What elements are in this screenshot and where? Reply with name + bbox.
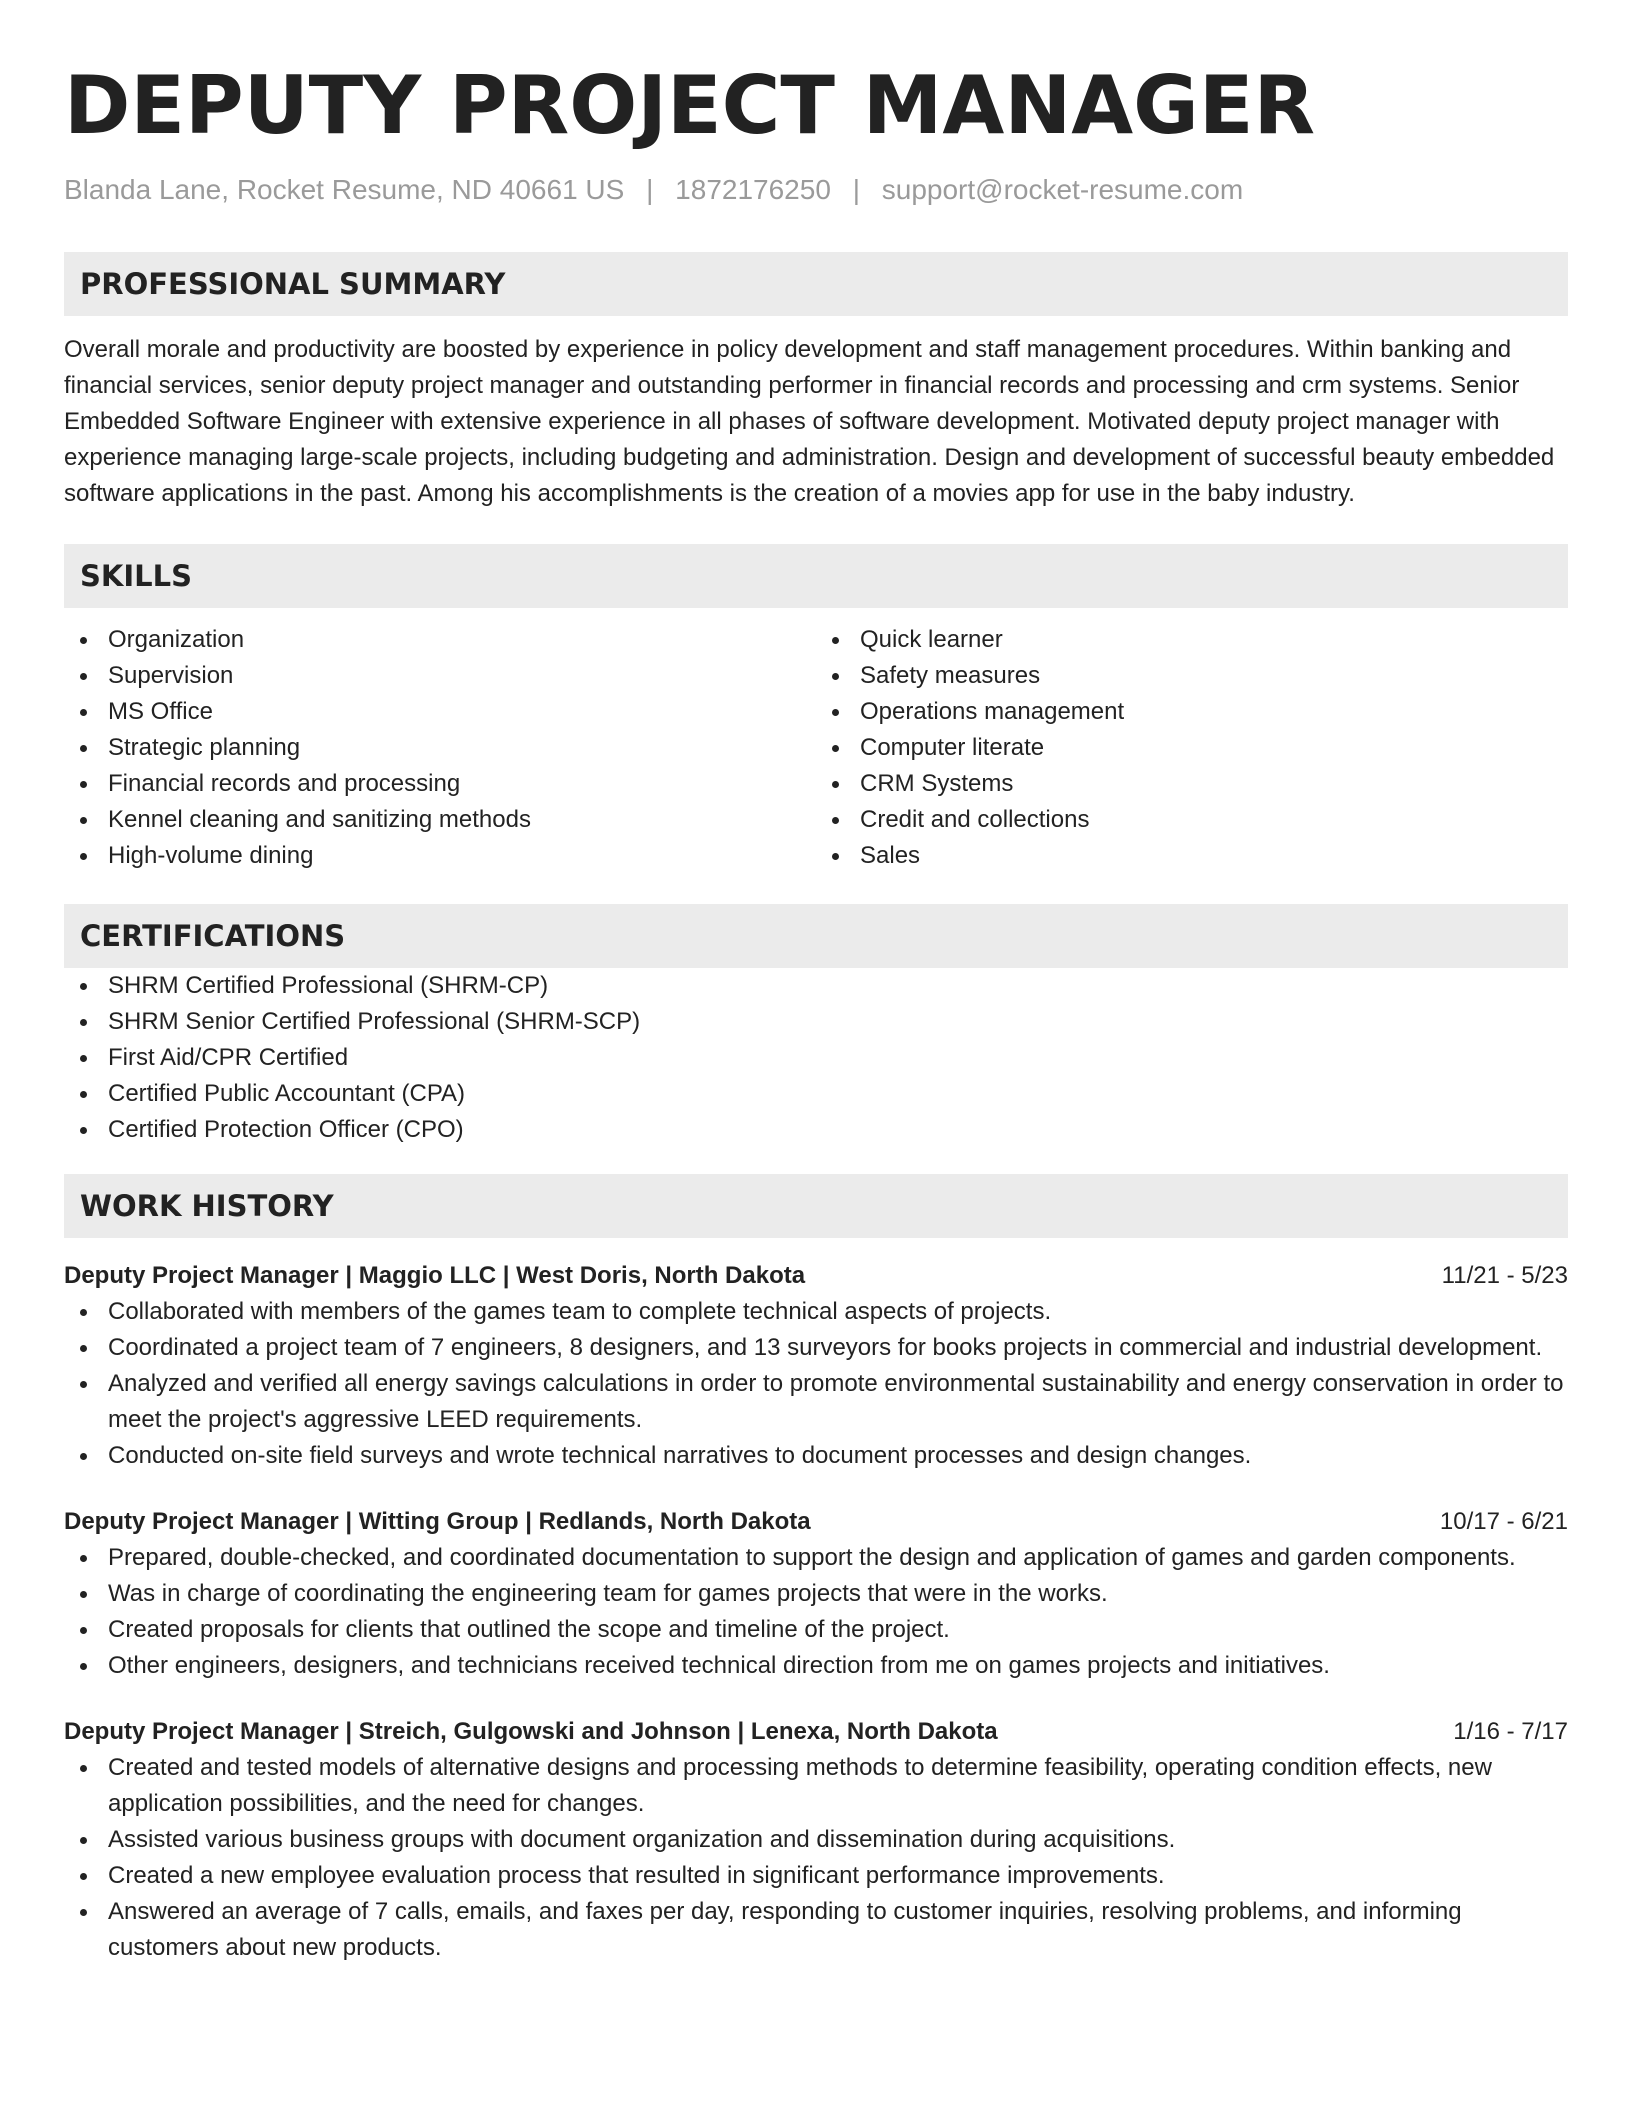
contact-separator: | — [646, 174, 654, 205]
job-title: Deputy Project Manager | Maggio LLC | West Doris, North Dakota — [64, 1262, 806, 1289]
job-bullets — [64, 1750, 1568, 1966]
job-title: Deputy Project Manager | Streich, Gulgowski and Johnson | Lenexa, North Dakota — [64, 1718, 998, 1745]
skill-item: CRM Systems — [816, 766, 1568, 802]
job-bullet: Was in charge of coordinating the engineering team for games projects that were in the works. — [64, 1576, 1568, 1612]
skill-item: Organization — [64, 622, 816, 658]
skill-item: Kennel cleaning and sanitizing methods — [64, 802, 816, 838]
page-title: DEPUTY PROJECT MANAGER — [64, 59, 1316, 152]
job-entry — [64, 1258, 1568, 1474]
skill-item: Sales — [816, 838, 1568, 874]
job-bullet: Conducted on-site field surveys and wrote technical narratives to document processes and design changes. — [64, 1438, 1568, 1474]
skill-item: High-volume dining — [64, 838, 816, 874]
job-bullet: Prepared, double-checked, and coordinated documentation to support the design and application of games and garden components. — [64, 1540, 1568, 1576]
work-history-heading: WORK HISTORY — [64, 1174, 1568, 1238]
contact-line — [64, 172, 1568, 208]
contact-phone: 1872176250 — [675, 174, 831, 205]
skill-item: Safety measures — [816, 658, 1568, 694]
certifications-list — [64, 968, 1568, 1148]
skill-item: Credit and collections — [816, 802, 1568, 838]
job-dates: 10/17 - 6/21 — [1439, 1508, 1568, 1535]
job-bullet: Analyzed and verified all energy savings calculations in order to promote environmental sustainability and energy conservation in order to meet the project's aggressive LEED requirements. — [64, 1366, 1568, 1438]
job-header — [64, 1504, 1568, 1540]
skills-heading: SKILLS — [64, 544, 1568, 608]
job-entry — [64, 1714, 1568, 1966]
certification-item: First Aid/CPR Certified — [64, 1040, 1568, 1076]
job-bullet: Created and tested models of alternative designs and processing methods to determine feasibility, operating condition effects, new application possibilities, and the need for changes. — [64, 1750, 1568, 1822]
job-bullet: Collaborated with members of the games team to complete technical aspects of projects. — [64, 1294, 1568, 1330]
skill-item: Supervision — [64, 658, 816, 694]
job-dates: 1/16 - 7/17 — [1453, 1718, 1568, 1745]
job-title: Deputy Project Manager | Witting Group | Redlands, North Dakota — [64, 1508, 811, 1535]
job-header — [64, 1258, 1568, 1294]
certification-item: Certified Protection Officer (CPO) — [64, 1112, 1568, 1148]
skill-item: Strategic planning — [64, 730, 816, 766]
summary-text: Overall morale and productivity are boosted by experience in policy development and staff management procedures. Within banking and financial services, senior deputy project manager and outstanding performer in financial records and processing and crm systems. Senior Embedded Software Engineer with extensive experience in all phases of software development. Motivated deputy project manager with experience managing large-scale projects, including budgeting and administration. Design and development of successful beauty embedded software applications in the past. Among his accomplishments is the creation of a movies app for use in the baby industry. — [64, 336, 1555, 507]
job-bullets — [64, 1540, 1568, 1684]
job-header — [64, 1714, 1568, 1750]
job-bullet: Other engineers, designers, and technicians received technical direction from me on games projects and initiatives. — [64, 1648, 1568, 1684]
job-bullet: Created proposals for clients that outlined the scope and timeline of the project. — [64, 1612, 1568, 1648]
skill-item: Financial records and processing — [64, 766, 816, 802]
skills-list-right — [816, 622, 1568, 874]
contact-separator: | — [852, 174, 860, 205]
summary-heading: PROFESSIONAL SUMMARY — [64, 252, 1568, 316]
skill-item: Quick learner — [816, 622, 1568, 658]
skill-item: Computer literate — [816, 730, 1568, 766]
contact-email: support@rocket-resume.com — [881, 174, 1244, 205]
certification-item: Certified Public Accountant (CPA) — [64, 1076, 1568, 1112]
job-entry — [64, 1504, 1568, 1684]
job-bullet: Assisted various business groups with document organization and dissemination during acquisitions. — [64, 1822, 1568, 1858]
contact-address: Blanda Lane, Rocket Resume, ND 40661 US — [64, 174, 625, 205]
certification-item: SHRM Senior Certified Professional (SHRM-SCP) — [64, 1004, 1568, 1040]
certifications-heading: CERTIFICATIONS — [64, 904, 1568, 968]
job-bullet: Coordinated a project team of 7 engineers, 8 designers, and 13 surveyors for books projects in commercial and industrial development. — [64, 1330, 1568, 1366]
skill-item: MS Office — [64, 694, 816, 730]
job-bullets — [64, 1294, 1568, 1474]
certification-item: SHRM Certified Professional (SHRM-CP) — [64, 968, 1568, 1004]
skills-list-left — [64, 622, 816, 874]
skill-item: Operations management — [816, 694, 1568, 730]
job-dates: 11/21 - 5/23 — [1441, 1262, 1568, 1289]
skills-grid — [64, 622, 1568, 874]
job-bullet: Answered an average of 7 calls, emails, and faxes per day, responding to customer inquiries, resolving problems, and informing customers about new products. — [64, 1894, 1568, 1966]
job-bullet: Created a new employee evaluation process that resulted in significant performance improvements. — [64, 1858, 1568, 1894]
